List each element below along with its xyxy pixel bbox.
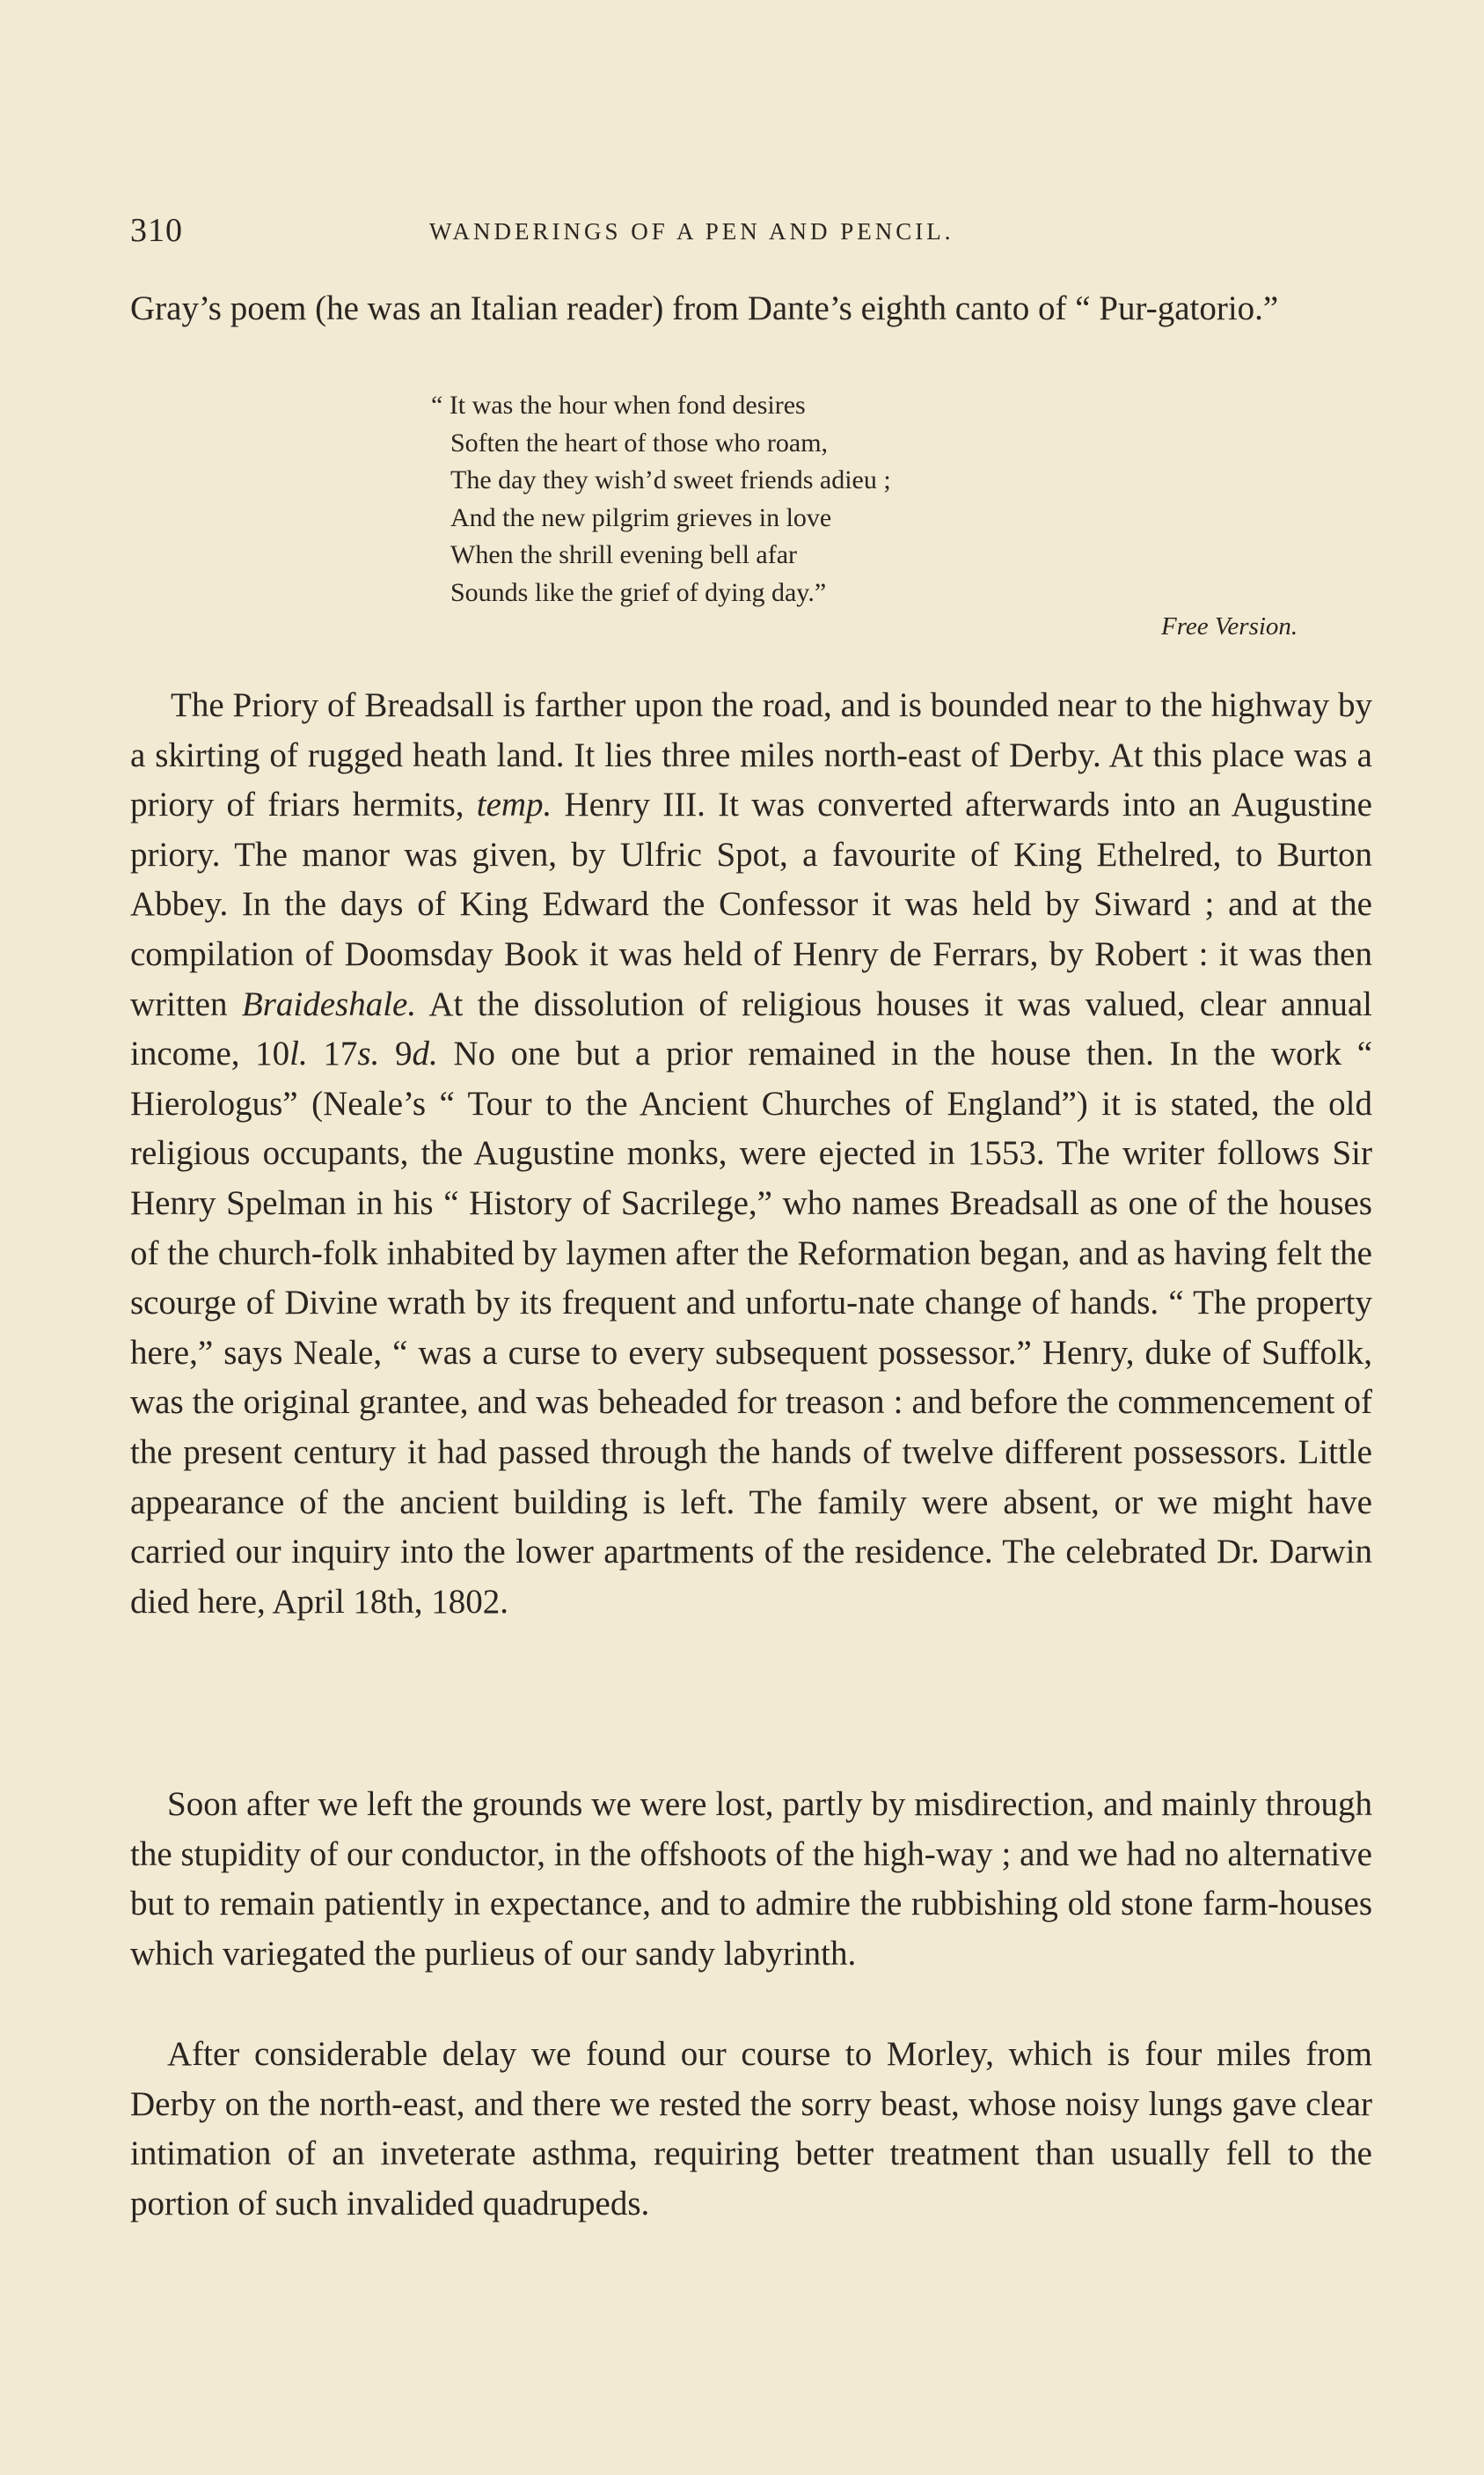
verse-line: When the shrill evening bell afar: [450, 540, 798, 570]
text-run: 17: [307, 1035, 358, 1073]
paragraph-morley: [130, 2030, 1372, 2229]
page-number: 310: [130, 212, 183, 249]
page-header: [130, 211, 1388, 255]
italic-text: d.: [412, 1035, 438, 1073]
paragraph-text: Soon after we left the grounds we were lost, partly by misdirection, and mainly through the stupidity of our conductor, in the offshoots of the high-way ; and we had no alternative but to remain patiently in expectance, and to admire the rubbishing old stone farm-houses which variegated the purlieus of our sandy labyrinth.: [130, 1785, 1372, 1973]
paragraph-lost: [130, 1780, 1372, 1979]
text-run: Henry III. It was converted afterwards into an Augustine priory. The manor was given, by Ulfric Spot, a favourite of King Ethelred, to Burton Abbey. In the days of King Edward the Confessor it was held by Siward ; and at the compilation of Doomsday Book it was held of Henry de Ferrars, by Robert : it was then written: [130, 786, 1372, 1023]
intro-text: Gray’s poem (he was an Italian reader) from Dante’s eighth canto of “ Pur-gatorio.”: [130, 289, 1279, 327]
verse-attribution: Free Version.: [1161, 612, 1298, 641]
verse-line: “ It was the hour when fond desires: [431, 391, 806, 420]
italic-text: temp.: [476, 786, 552, 824]
verse-line: The day they wish’d sweet friends adieu ;: [450, 465, 891, 495]
paragraph-breadsall-priory: [130, 681, 1372, 1627]
text-run: The Priory of Breadsall is farther upon the road, and is bounded near to the highway by a skirting of rugged heath land. It lies three miles north-east of Derby. At this place was a priory of friars hermits,: [130, 686, 1372, 824]
italic-text: Braideshale.: [241, 985, 417, 1023]
italic-text: l.: [289, 1035, 308, 1073]
text-run: No one but a prior remained in the house then. In the work “ Hierologus” (Neale’s “ Tour to the Ancient Churches of England”) it is stated, the old religious occupants, the Augustine monks, were ejected in 1553. The writer follows Sir Henry Spelman in his “ History of Sacrilege,” who names Breadsall as one of the houses of the church-folk inhabited by laymen after the Reformation began, and as having felt the scourge of Divine wrath by its frequent and unfortu-nate change of hands. “ The property here,” says Neale, “ was a curse to every subsequent possessor.” Henry, duke of Suffolk, was the original grantee, and was beheaded for treason : and before the commencement of the present century it had passed through the hands of twelve different possessors. Little appearance of the ancient building is left. The family were absent, or we might have carried our inquiry into the lower apartments of the residence. The celebrated Dr. Darwin died here, April 18th, 1802.: [130, 1035, 1373, 1621]
intro-paragraph: [130, 284, 1372, 334]
verse-line: And the new pilgrim grieves in love: [450, 502, 832, 532]
verse-quotation: [431, 387, 1330, 612]
text-run: At the dissolution of religious houses it was valued, clear annual income, 10: [130, 985, 1373, 1073]
running-head: WANDERINGS OF A PEN AND PENCIL.: [429, 218, 954, 245]
text-run: 9: [379, 1035, 413, 1073]
paragraph-text: [130, 681, 1372, 1627]
italic-text: s.: [357, 1035, 380, 1073]
verse-line: Soften the heart of those who roam,: [450, 428, 829, 458]
verse-line: Sounds like the grief of dying day.”: [450, 577, 827, 607]
paragraph-text: After considerable delay we found our course to Morley, which is four miles from Derby on the north-east, and there we rested the sorry beast, whose noisy lungs gave clear intimation of an inveterate asthma, requiring better treatment than usually fell to the portion of such invalided quadrupeds.: [130, 2035, 1372, 2222]
